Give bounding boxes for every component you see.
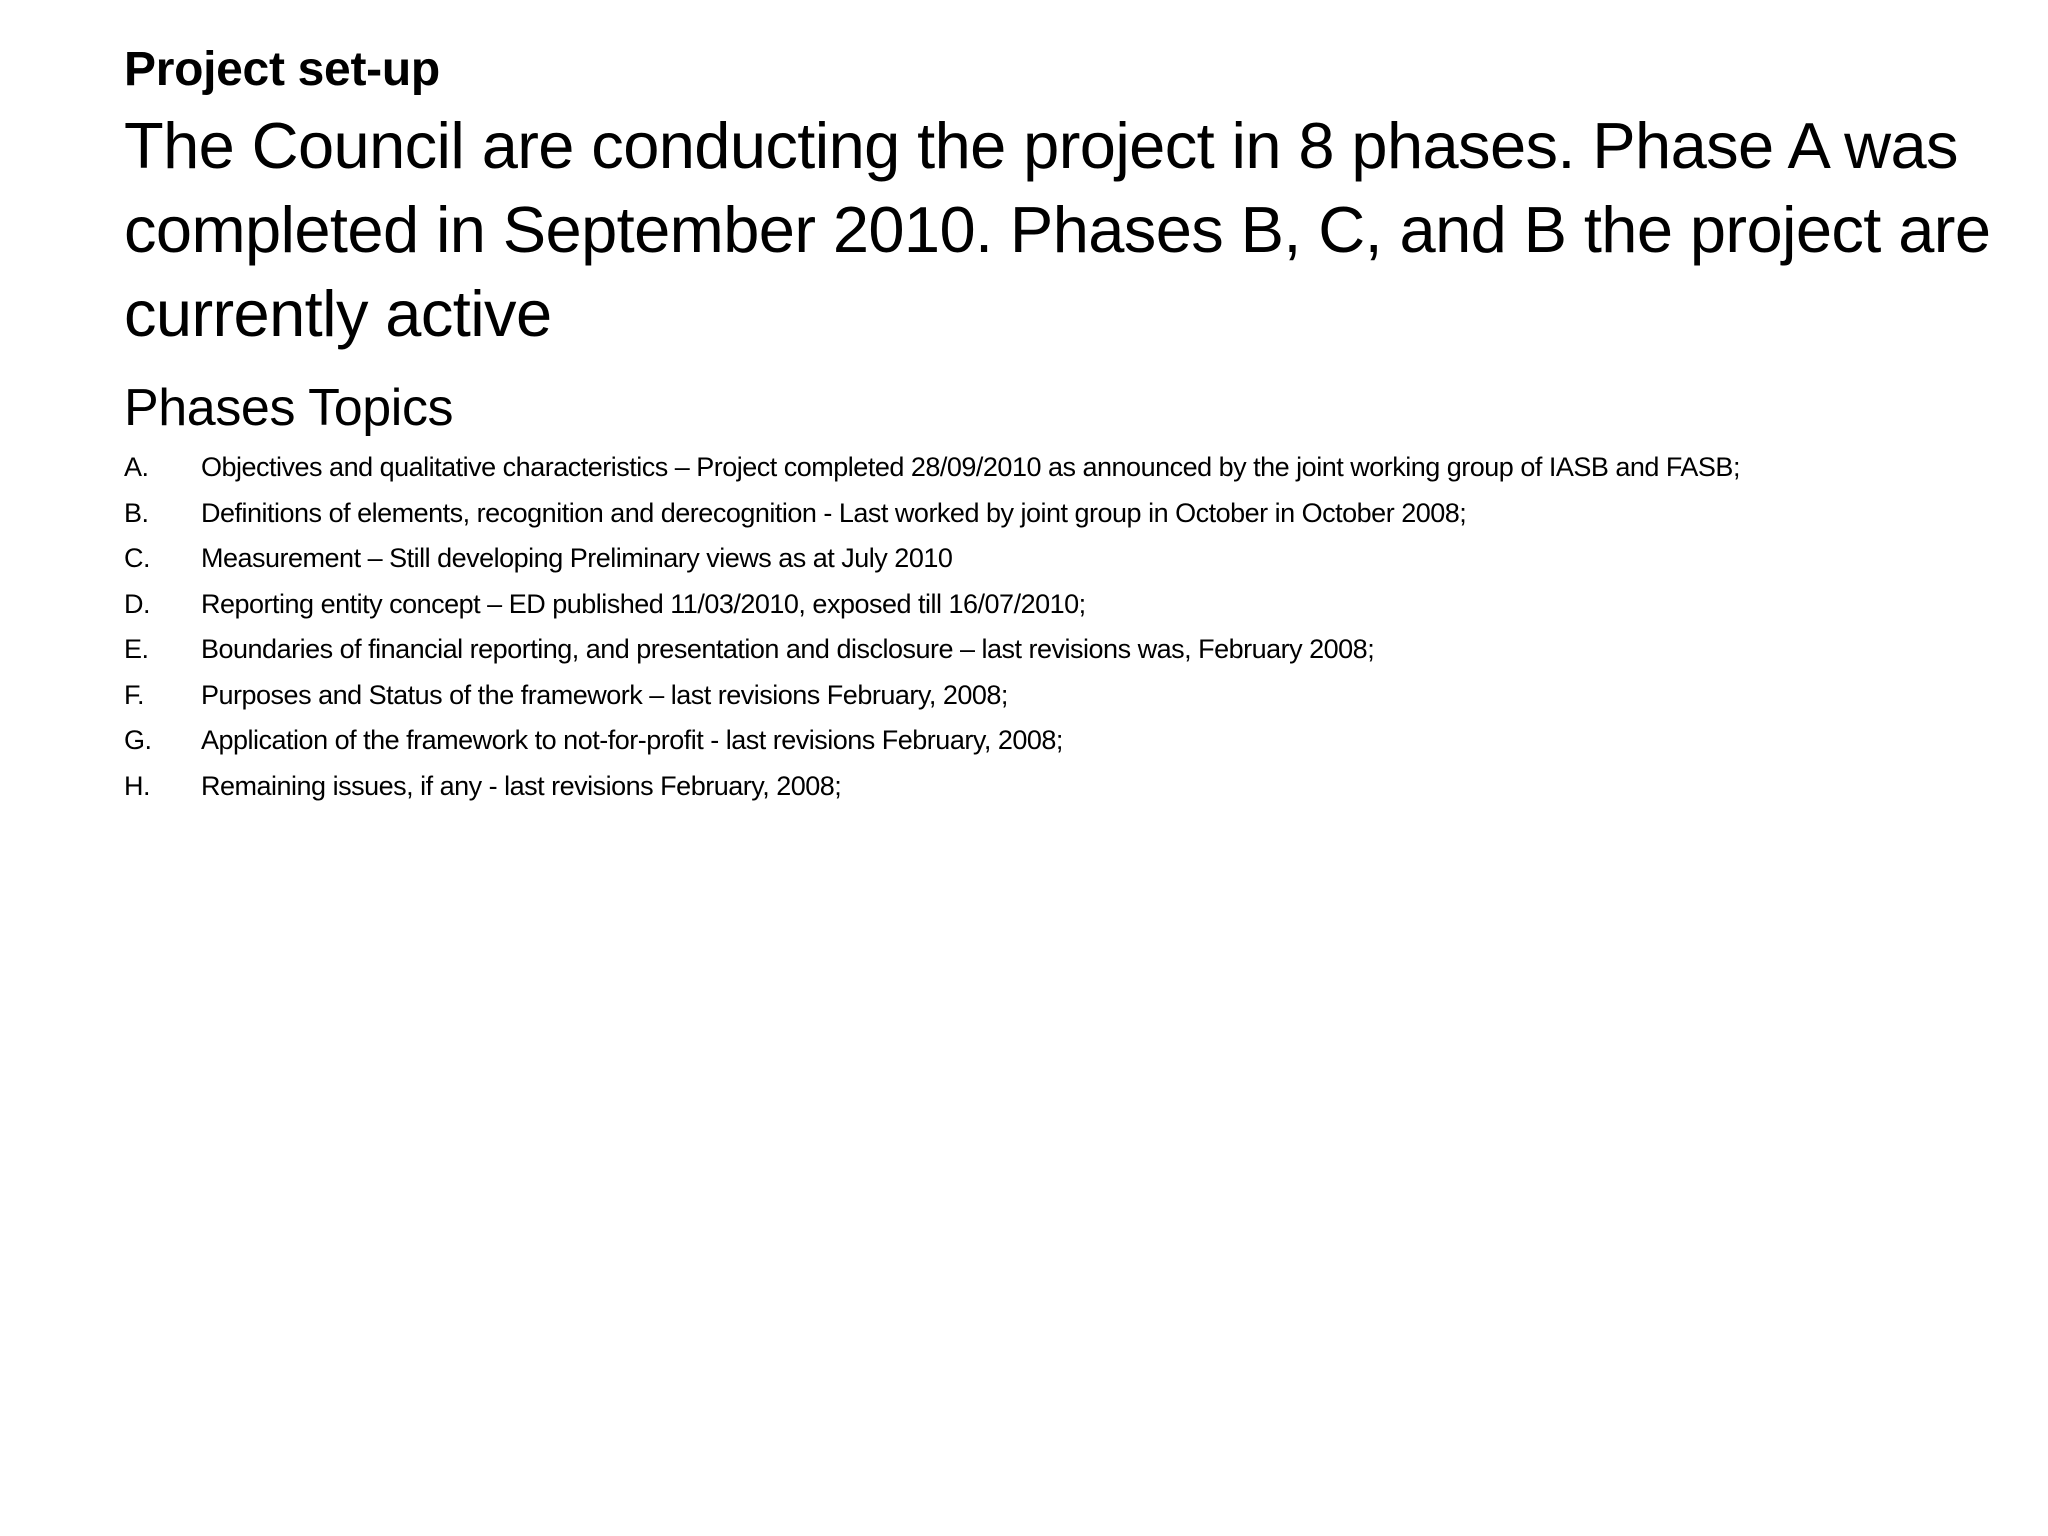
phase-text: Remaining issues, if any - last revisions February, 2008; — [201, 770, 842, 801]
phase-letter: D. — [124, 588, 150, 619]
phase-letter: F. — [124, 679, 145, 710]
phase-text: Application of the framework to not-for-profit - last revisions February, 2008; — [201, 725, 1063, 755]
phase-letter: E. — [124, 634, 149, 664]
phase-letter: H. — [124, 770, 150, 801]
phase-text: Definitions of elements, recognition and derecognition - Last worked by joint group in October in October 2008; — [201, 497, 1467, 528]
intro-paragraph: The Council are conducting the project in 8 phases. Phase A was completed in September 2010. Phases B, C, and B the project are currently active — [124, 109, 1991, 350]
phase-list — [124, 445, 2024, 809]
phase-letter: B. — [124, 497, 149, 528]
phase-item-a — [124, 445, 2024, 491]
phase-letter: C. — [124, 543, 150, 573]
phase-item-d — [124, 582, 2024, 628]
phase-item-g — [124, 718, 2024, 764]
phase-item-f — [124, 673, 2024, 719]
phase-item-h — [124, 764, 2024, 810]
phase-letter: G. — [124, 725, 152, 755]
phase-text: Purposes and Status of the framework – last revisions February, 2008; — [201, 679, 1008, 710]
phase-text: Measurement – Still developing Preliminary views as at July 2010 — [201, 543, 953, 573]
phase-item-e — [124, 627, 2024, 673]
slide-title: Project set-up — [124, 43, 440, 96]
phase-item-b — [124, 491, 2024, 537]
phase-text: Boundaries of financial reporting, and presentation and disclosure – last revisions was, February 2008; — [201, 634, 1375, 664]
phases-heading: Phases Topics — [124, 379, 454, 437]
phase-text: Reporting entity concept – ED published 11/03/2010, exposed till 16/07/2010; — [201, 588, 1086, 619]
phase-item-c — [124, 536, 2024, 582]
phase-text: Objectives and qualitative characteristics – Project completed 28/09/2010 as announced by the joint working group of IASB and FASB; — [201, 452, 1740, 482]
phase-letter: A. — [124, 452, 149, 482]
